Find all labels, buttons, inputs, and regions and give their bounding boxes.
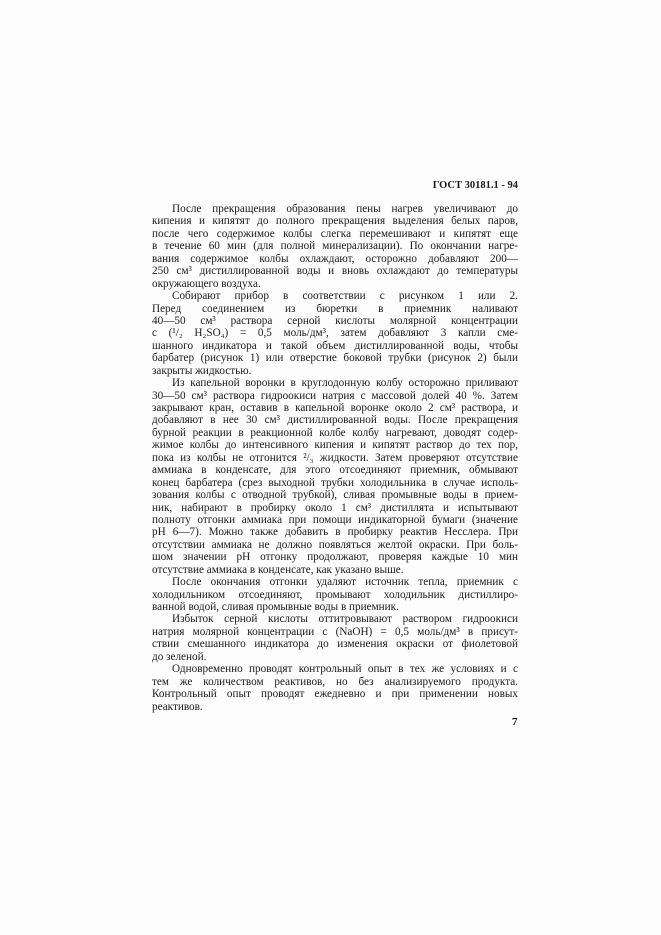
text-line: добавляют в нее 30 см³ дистиллированной воды. После прекращения <box>152 414 518 427</box>
text-line: ванной водой, сливая промывные воды в приемник. <box>152 601 399 613</box>
text-line: отсутствие аммиака в конденсате, как указано выше. <box>152 563 404 576</box>
text-line: закрывают кран, оставив в капельной воронке около 2 см³ раствора, и <box>152 402 518 414</box>
text-line: жимое колбы до интенсивного кипения и кипятят раствор до тех пор, <box>152 439 518 452</box>
paragraph <box>152 613 518 663</box>
text-line: после чего содержимое колбы слегка перемешивают и кипятят еще <box>152 227 518 240</box>
paragraph <box>152 663 518 713</box>
text-line: После окончания отгонки удаляют источник тепла, приемник с <box>172 576 518 589</box>
text-line: 250 см³ дистиллированной воды и вновь охлаждают до температуры <box>152 265 518 278</box>
text-line: 30—50 см³ раствора гидроокиси натрия с массовой долей 40 %. Затем <box>152 389 518 402</box>
text-line: закрыты жидкостью. <box>152 364 252 377</box>
text-line: конец барбатера (срез выходной трубки холодильника в случае исполь- <box>152 476 518 489</box>
paragraph <box>152 290 518 377</box>
text-line: 40—50 см³ раствора серной кислоты молярной концентрации <box>152 314 518 327</box>
text-line: аммиака в конденсате, для этого отсоединяют приемник, обмывают <box>152 464 518 477</box>
text-line: Перед соединением из бюретки в приемник наливают <box>152 302 518 315</box>
text-line: пока из колбы не отгонится ²/₃ жидкости. Затем проверяют отсутствие <box>152 451 518 464</box>
text-line: ствии смешанного индикатора до изменения окраски от фиолетовой <box>152 638 518 651</box>
text-line: Собирают прибор в соответствии с рисунком 1 или 2. <box>172 290 518 303</box>
text-line: Из капельной воронки в круглодонную колбу осторожно приливают <box>172 377 518 390</box>
text-line: шанного индикатора и такой объем дистиллированной воды, чтобы <box>152 339 518 352</box>
text-line: После прекращения образования пены нагрев увеличивают до <box>172 203 518 215</box>
text-line: отсутствии аммиака не должно появляться желтой окраски. При боль- <box>152 538 518 551</box>
text-line: полноту отгонки аммиака при помощи индикаторной бумаги (значение <box>152 513 518 526</box>
text-line: барбатер (рисунок 1) или отверстие боковой трубки (рисунок 2) были <box>152 352 518 365</box>
text-line: тем же количеством реактивов, но без анализируемого продукта. <box>152 675 518 688</box>
text-line: вания содержимое колбы охлаждают, осторожно добавляют 200— <box>152 252 518 265</box>
page-number: 7 <box>512 716 518 728</box>
text-line: холодильником отсоединяют, промывают холодильник дистиллиро- <box>152 588 518 601</box>
document-header: ГОСТ 30181.1 - 94 <box>432 180 518 191</box>
text-line: в течение 60 мин (для полной минерализации). По окончании нагре- <box>152 240 518 253</box>
paragraph <box>152 377 518 576</box>
text-line: pH 6—7). Можно также добавить в пробирку реактив Несслера. При <box>152 526 518 539</box>
text-line: до зеленой. <box>152 650 207 663</box>
text-line: реактивов. <box>152 700 203 713</box>
text-line: бурной реакции в реакционной колбе колбу нагревают, доводят содер- <box>152 426 518 439</box>
paragraph <box>152 576 518 613</box>
text-line: Одновременно проводят контрольный опыт в тех же условиях и с <box>172 663 518 676</box>
text-line: шом значении pH отгонку продолжают, проверяя каждые 10 мин <box>152 551 518 564</box>
text-line: кипения и кипятят до полного прекращения выделения белых паров, <box>152 215 518 228</box>
text-line: Избыток серной кислоты оттитровывают раствором гидроокиси <box>172 613 518 626</box>
text-line: зования колбы с отводной трубкой), сливая промывные воды в прием- <box>152 489 518 502</box>
text-line: Контрольный опыт проводят ежедневно и при применении новых <box>152 688 518 701</box>
text-line: c (¹/₂ H₂SO₄) = 0,5 моль/дм³, затем добавляют 3 капли сме- <box>152 327 518 340</box>
document-body <box>152 203 518 713</box>
paragraph <box>152 203 518 290</box>
text-line: окружающего воздуха. <box>152 277 261 290</box>
text-line: натрия молярной концентрации c (NaOH) = 0,5 моль/дм³ в присут- <box>152 625 518 638</box>
text-line: ник, набирают в пробирку около 1 см³ дистиллята и испытывают <box>152 501 518 514</box>
